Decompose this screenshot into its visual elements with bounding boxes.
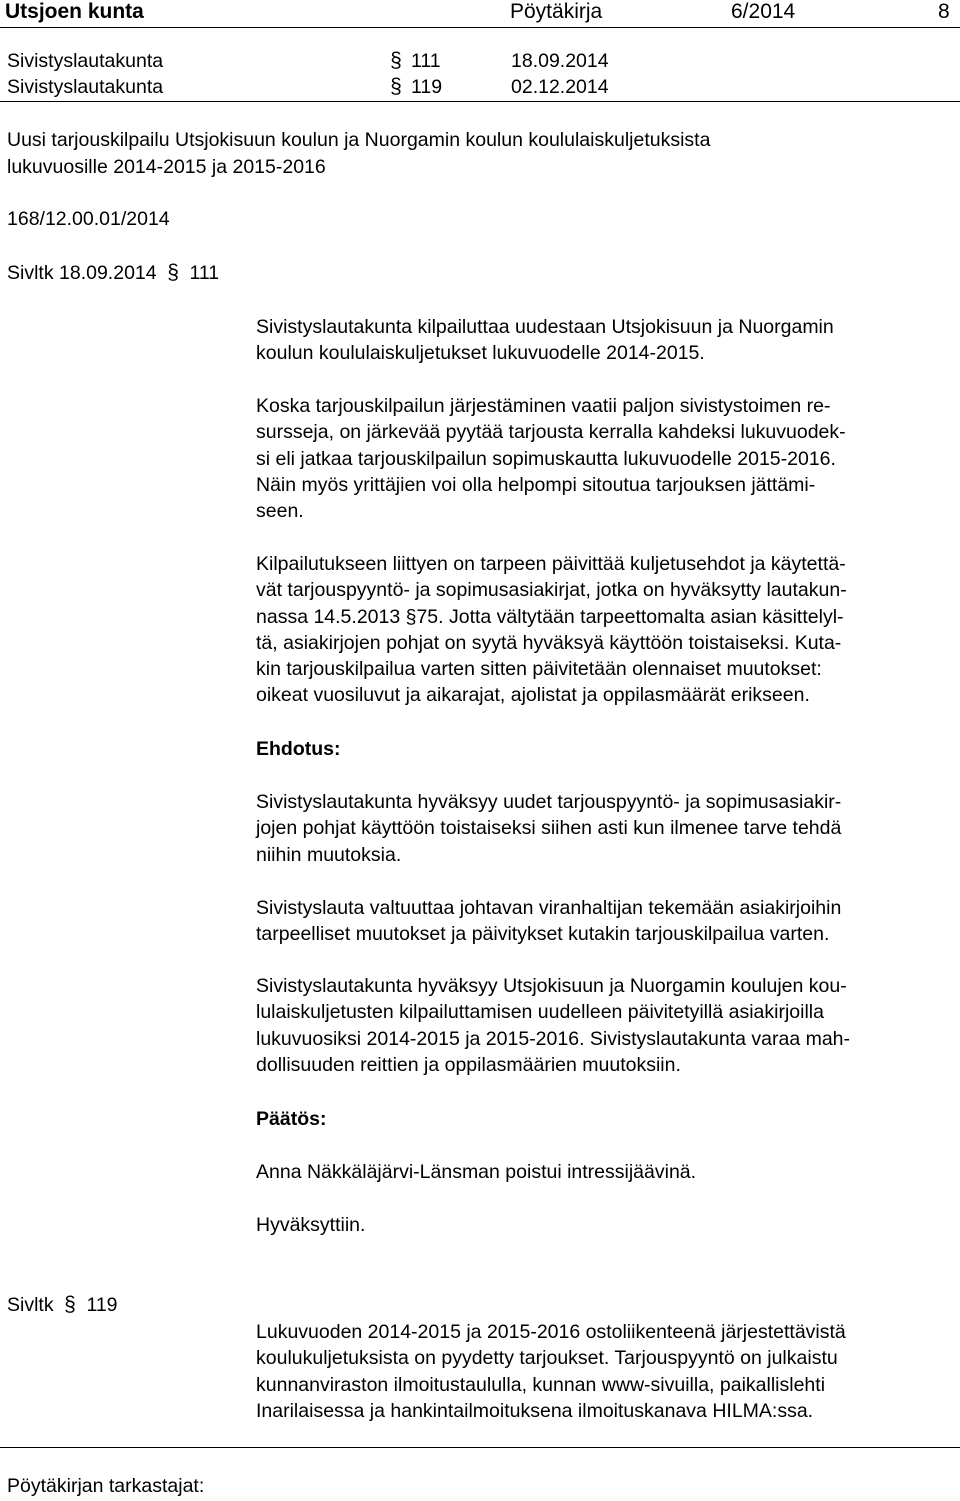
text-line: niihin muutoksia. bbox=[256, 843, 402, 866]
paragraph bbox=[256, 551, 956, 709]
text-line: Sivistyslautakunta hyväksyy Utsjokisuun ja Nuorgamin koulujen kou- bbox=[256, 975, 847, 997]
meeting-body: Sivistyslautakunta bbox=[7, 50, 164, 72]
footer-label: Pöytäkirjan tarkastajat: bbox=[7, 1475, 205, 1497]
section-sign: § bbox=[390, 75, 402, 98]
paragraph bbox=[256, 789, 956, 868]
page-header bbox=[0, 0, 960, 26]
footer-rule bbox=[0, 1447, 960, 1448]
text-line: koulukuljetuksista on pyydetty tarjoukset. Tarjouspyyntö on julkaistu bbox=[256, 1347, 838, 1370]
text-line: Sivistyslautakunta kilpailuttaa uudestaan Utsjokisuun ja Nuorgamin bbox=[256, 316, 834, 338]
item-title-line: Uusi tarjouskilpailu Utsjokisuun koulun ja Nuorgamin koulun koululaiskuljetuksista bbox=[7, 129, 711, 151]
paragraph bbox=[256, 393, 956, 524]
paragraph bbox=[256, 895, 956, 948]
section-sign: § bbox=[390, 49, 402, 72]
text-line: Koska tarjouskilpailun järjestäminen vaatii paljon sivistystoimen re- bbox=[256, 395, 831, 417]
text-line: sursseja, on järkevää pyytää tarjousta kerralla kahdeksi lukuvuodek- bbox=[256, 421, 846, 444]
document-number: 6/2014 bbox=[731, 0, 796, 23]
document-type: Pöytäkirja bbox=[510, 0, 603, 23]
meeting-date: 02.12.2014 bbox=[511, 76, 609, 98]
text-line: Inarilaisessa ja hankintailmoituksena ilmoituskanava HILMA:ssa. bbox=[256, 1399, 814, 1422]
text-line: lulaiskuljetusten kilpailuttamisen uudelleen päivitetyillä asiakirjoilla bbox=[256, 1001, 824, 1024]
section-sign: § bbox=[64, 1293, 76, 1316]
text-line: koulun koululaiskuljetukset lukuvuodelle 2014-2015. bbox=[256, 342, 705, 365]
text-line: Sivistyslautakunta hyväksyy uudet tarjouspyyntö- ja sopimusasiakir- bbox=[256, 791, 842, 813]
meeting-date: 18.09.2014 bbox=[511, 50, 609, 72]
meeting-body: Sivistyslautakunta bbox=[7, 76, 164, 98]
text-line: Näin myös yrittäjien voi olla helpompi sitoutua tarjouksen jättämi- bbox=[256, 473, 816, 496]
text-line: dollisuuden reittien ja oppilasmäärien muutoksiin. bbox=[256, 1053, 681, 1076]
meeting-section: 111 bbox=[411, 50, 441, 72]
text-line: seen. bbox=[256, 500, 304, 523]
text-line: kin tarjouskilpailua varten sitten päivitetään olennaiset muutokset: bbox=[256, 658, 822, 681]
text-line: oikeat vuosiluvut ja aikarajat, ajolistat ja oppilasmäärät erikseen. bbox=[256, 684, 810, 707]
municipality-name: Utsjoen kunta bbox=[5, 0, 144, 23]
paragraph bbox=[256, 1319, 956, 1424]
text-line: vät tarjouspyyntö- ja sopimusasiakirjat, jotka on hyväksytty lautakun- bbox=[256, 579, 847, 602]
paragraph bbox=[256, 314, 956, 367]
proposal-heading: Ehdotus: bbox=[256, 738, 341, 760]
page-number: 8 bbox=[938, 0, 950, 23]
text-line: jojen pohjat käyttöön toistaiseksi siihen asti kun ilmenee tarve tehdä bbox=[256, 817, 842, 840]
decision-text: Anna Näkkäläjärvi-Länsman poistui intressijäävinä. bbox=[256, 1161, 697, 1183]
decision-heading: Päätös: bbox=[256, 1108, 327, 1130]
text-line: lukuvuosiksi 2014-2015 ja 2015-2016. Sivistyslautakunta varaa mah- bbox=[256, 1027, 851, 1050]
text-line: Lukuvuoden 2014-2015 ja 2015-2016 ostoliikenteenä järjestettävistä bbox=[256, 1321, 846, 1343]
text-line: tä, asiakirjojen pohjat on syytä hyväksyä käyttöön toistaiseksi. Kuta- bbox=[256, 631, 842, 654]
handling-label bbox=[7, 1292, 118, 1318]
handling-body-label: Sivltk bbox=[7, 1294, 54, 1316]
text-line: Sivistyslauta valtuuttaa johtavan viranhaltijan tekemään asiakirjoihin bbox=[256, 897, 842, 919]
handling-section: 119 bbox=[86, 1294, 118, 1316]
header-rule bbox=[0, 27, 960, 28]
meeting-rule bbox=[0, 101, 960, 102]
text-line: kunnanviraston ilmoitustaululla, kunnan www-sivuilla, paikallislehti bbox=[256, 1373, 826, 1396]
reference-number: 168/12.00.01/2014 bbox=[7, 208, 170, 230]
paragraph bbox=[256, 973, 956, 1078]
text-line: Kilpailutukseen liittyen on tarpeen päivittää kuljetusehdot ja käytettä- bbox=[256, 553, 846, 575]
text-line: nassa 14.5.2013 §75. Jotta vältytään tarpeettomalta asian käsittelyl- bbox=[256, 605, 844, 628]
handling-label bbox=[7, 260, 219, 286]
handling-section: 111 bbox=[189, 262, 220, 284]
section-sign: § bbox=[167, 261, 179, 284]
meeting-section: 119 bbox=[411, 76, 443, 98]
text-line: si eli jatkaa tarjouskilpailun sopimuskautta lukuvuodelle 2015-2016. bbox=[256, 447, 836, 470]
handling-date-label: Sivltk 18.09.2014 bbox=[7, 262, 157, 284]
decision-result: Hyväksyttiin. bbox=[256, 1214, 366, 1236]
item-title-line: lukuvuosille 2014-2015 ja 2015-2016 bbox=[7, 156, 326, 178]
text-line: tarpeelliset muutokset ja päivitykset kutakin tarjouskilpailua varten. bbox=[256, 923, 830, 946]
